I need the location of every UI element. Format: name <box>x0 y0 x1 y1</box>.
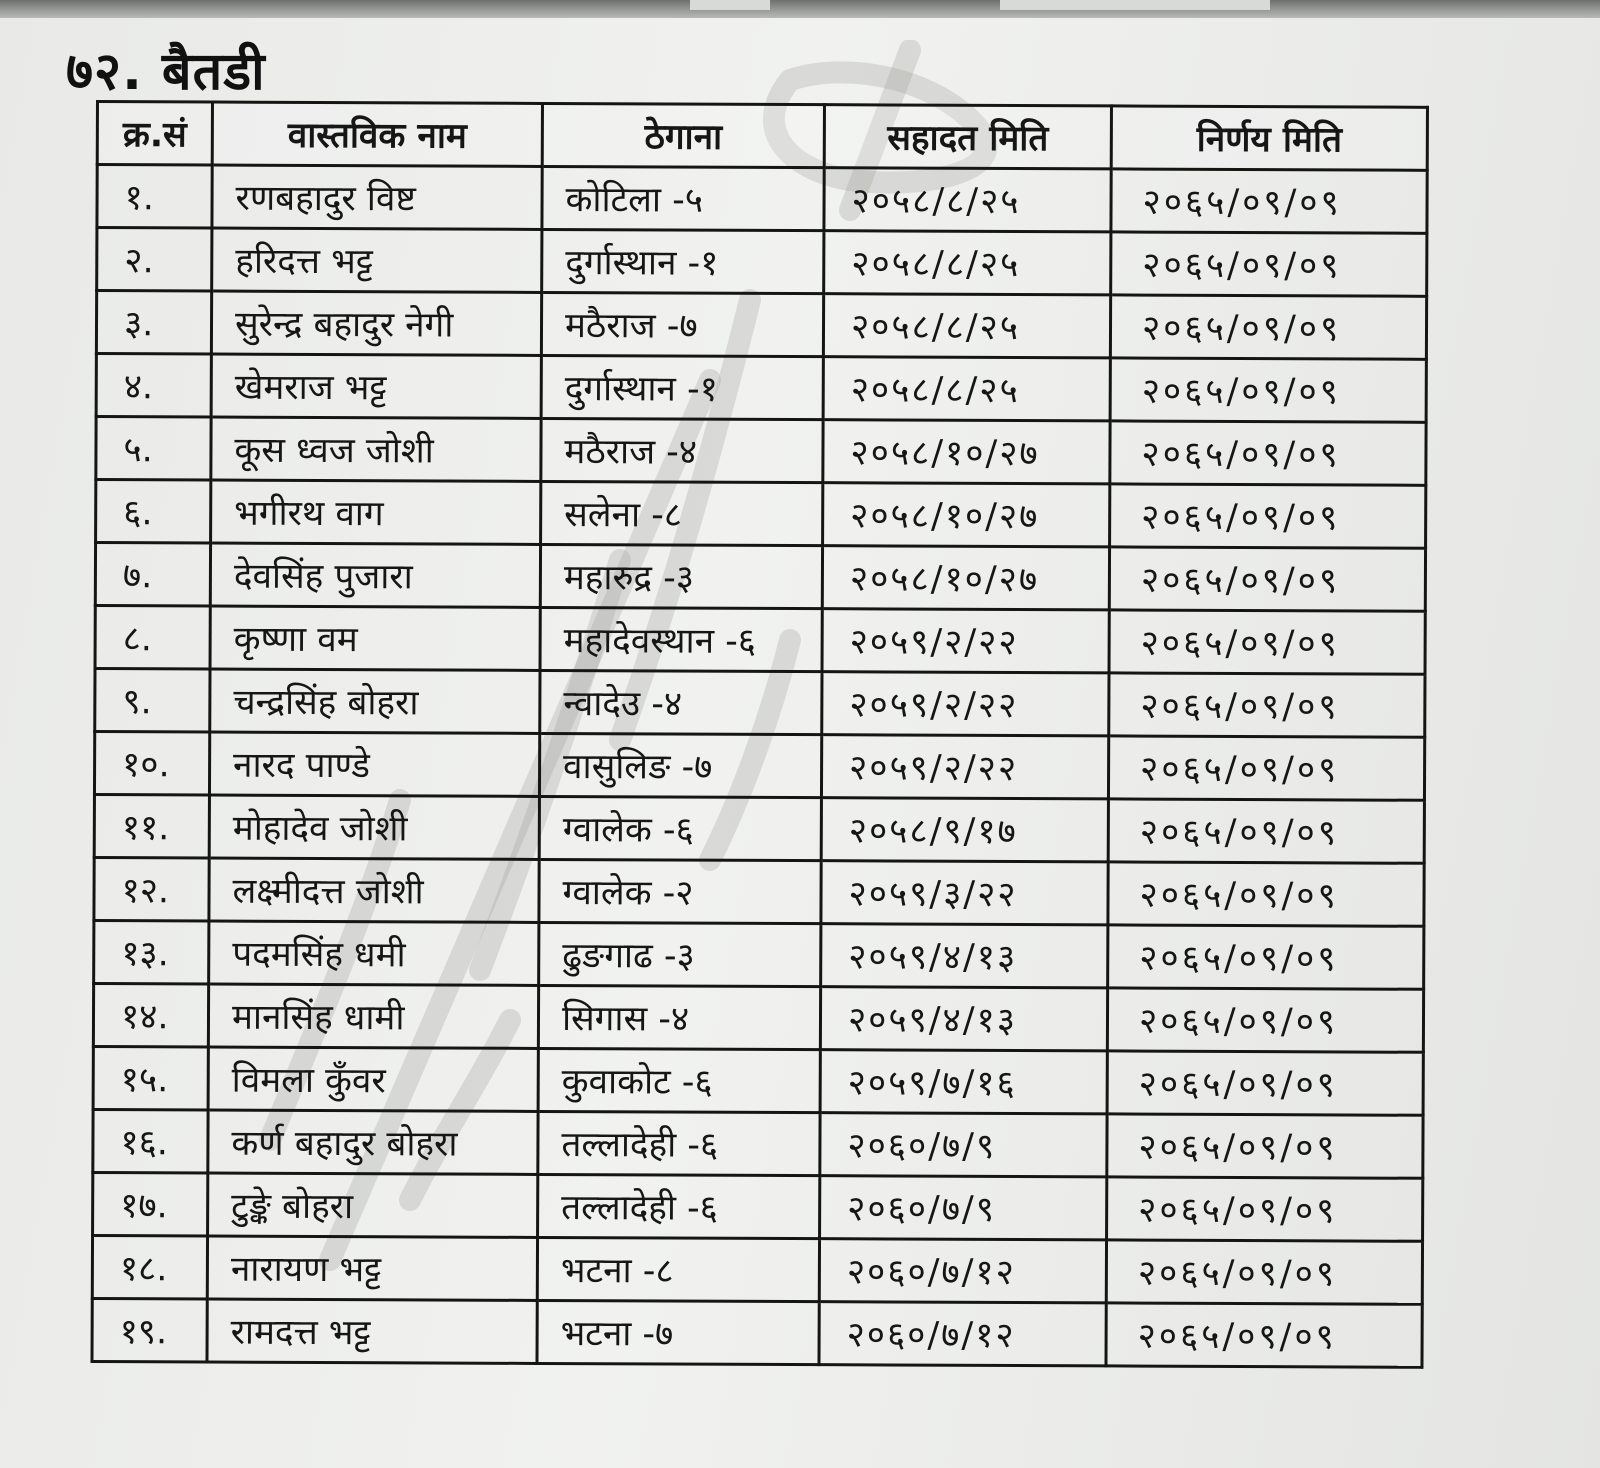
table-row <box>93 1172 1423 1241</box>
name-cell: रणबहादुर विष्ट <box>212 165 542 229</box>
serial-cell: ६. <box>96 480 211 544</box>
address-cell: महारुद्र -३ <box>540 544 822 608</box>
address-cell: ढुङगाढ -३ <box>539 922 821 986</box>
name-cell: टुङ्के बोहरा <box>208 1173 538 1237</box>
decision-date-cell: २०६५/०९/०९ <box>1107 1114 1423 1178</box>
table-row <box>93 1109 1423 1178</box>
table-row <box>93 983 1423 1052</box>
address-cell: दुर्गास्थान -१ <box>542 229 824 293</box>
martyr-date-cell: २०५८/१०/२७ <box>823 420 1110 484</box>
address-cell: भटना -७ <box>537 1300 819 1364</box>
address-cell: ग्वालेक -२ <box>539 859 821 923</box>
decision-date-cell: २०६५/०९/०९ <box>1110 295 1426 359</box>
address-cell: मठैराज -७ <box>541 292 823 356</box>
decision-date-cell: २०६५/०९/०९ <box>1109 610 1425 674</box>
table-row <box>93 1046 1423 1115</box>
name-cell: चन्द्रसिंह बोहरा <box>210 669 540 733</box>
table-row <box>95 606 1425 675</box>
serial-cell: १२. <box>94 857 209 921</box>
serial-cell: १६. <box>93 1109 208 1173</box>
serial-cell: २. <box>97 228 212 292</box>
address-cell: सिगास -४ <box>538 985 820 1049</box>
martyr-date-cell: २०५८/८/२५ <box>824 168 1111 232</box>
serial-cell: १४. <box>93 983 208 1047</box>
table-row <box>97 165 1427 234</box>
table-header-row <box>97 102 1427 171</box>
martyr-date-cell: २०५८/८/२५ <box>823 357 1110 421</box>
table-row <box>96 480 1426 549</box>
martyr-date-cell: २०५८/८/२५ <box>823 294 1110 358</box>
decision-date-cell: २०६५/०९/०९ <box>1109 547 1425 611</box>
martyr-date-cell: २०६०/७/१२ <box>819 1239 1106 1303</box>
serial-cell: ७. <box>95 543 210 607</box>
name-cell: नारद पाण्डे <box>209 732 539 796</box>
name-cell: हरिदत्त भट्ट <box>212 228 542 292</box>
decision-date-cell: २०६५/०९/०९ <box>1107 1051 1423 1115</box>
address-cell: तल्लादेही -६ <box>538 1174 820 1238</box>
decision-date-cell: २०६५/०९/०९ <box>1106 1240 1422 1304</box>
name-cell: पदमसिंह धमी <box>209 921 539 985</box>
decision-date-cell: २०६५/०९/०९ <box>1111 232 1427 296</box>
table-row <box>95 543 1425 612</box>
column-header-name: वास्तविक नाम <box>212 102 542 166</box>
table-row <box>94 794 1424 863</box>
address-cell: भटना -८ <box>537 1237 819 1301</box>
district-heading: ७२. बैतडी <box>66 42 266 102</box>
name-cell: विमला कुँवर <box>208 1047 538 1111</box>
table-row <box>92 1298 1422 1367</box>
table-row <box>94 732 1424 801</box>
address-cell: न्वादेउ -४ <box>540 670 822 734</box>
martyr-date-cell: २०५९/३/२२ <box>821 861 1108 925</box>
martyr-date-cell: २०५९/४/१३ <box>821 924 1108 988</box>
name-cell: देवसिंह पुजारा <box>210 543 540 607</box>
serial-cell: ५. <box>96 417 211 481</box>
martyr-date-cell: २०५९/२/२२ <box>821 735 1108 799</box>
table-row <box>96 291 1426 360</box>
serial-cell: १३. <box>94 920 209 984</box>
table-row <box>92 1235 1422 1304</box>
table-row <box>97 228 1427 297</box>
name-cell: कर्ण बहादुर बोहरा <box>208 1110 538 1174</box>
decision-date-cell: २०६५/०९/०९ <box>1107 1177 1423 1241</box>
martyr-date-cell: २०६०/७/१२ <box>819 1302 1106 1366</box>
martyr-date-cell: २०५९/२/२२ <box>822 672 1109 736</box>
address-cell: कुवाकोट -६ <box>538 1048 820 1112</box>
serial-cell: १५. <box>93 1046 208 1110</box>
name-cell: रामदत्त भट्ट <box>207 1299 537 1363</box>
address-cell: मठैराज -४ <box>541 418 823 482</box>
table-row <box>96 354 1426 423</box>
name-cell: कूस ध्वज जोशी <box>211 417 541 481</box>
decision-date-cell: २०६५/०९/०९ <box>1110 358 1426 422</box>
decision-date-cell: २०६५/०९/०९ <box>1108 862 1424 926</box>
screen-bezel-strip <box>0 0 1600 18</box>
column-header-martyr-date: सहादत मिति <box>824 105 1111 169</box>
decision-date-cell: २०६५/०९/०९ <box>1111 169 1427 233</box>
serial-cell: ९. <box>95 669 210 733</box>
name-cell: मानसिंह धामी <box>208 984 538 1048</box>
martyr-date-cell: २०५८/८/२५ <box>824 231 1111 295</box>
table-row <box>95 669 1425 738</box>
table-row <box>94 857 1424 926</box>
name-cell: लक्ष्मीदत्त जोशी <box>209 858 539 922</box>
address-cell: कोटिला -५ <box>542 166 824 230</box>
column-header-decision-date: निर्णय मिति <box>1111 106 1427 170</box>
decision-date-cell: २०६५/०९/०९ <box>1108 799 1424 863</box>
table-row <box>94 920 1424 989</box>
name-cell: खेमराज भट्ट <box>211 354 541 418</box>
martyr-date-cell: २०५८/१०/२७ <box>822 546 1109 610</box>
serial-cell: ४. <box>96 354 211 418</box>
martyr-date-cell: २०६०/७/९ <box>820 1113 1107 1177</box>
decision-date-cell: २०६५/०९/०९ <box>1110 484 1426 548</box>
serial-cell: ११. <box>94 794 209 858</box>
serial-cell: १९. <box>92 1298 207 1362</box>
serial-cell: १०. <box>94 732 209 796</box>
serial-cell: ३. <box>96 291 211 355</box>
martyr-date-cell: २०५९/२/२२ <box>822 609 1109 673</box>
martyr-date-cell: २०५९/७/१६ <box>820 1050 1107 1114</box>
address-cell: तल्लादेही -६ <box>538 1111 820 1175</box>
martyr-date-cell: २०५९/४/१३ <box>820 987 1107 1051</box>
decision-date-cell: २०६५/०९/०९ <box>1107 988 1423 1052</box>
name-cell: भगीरथ वाग <box>211 480 541 544</box>
address-cell: दुर्गास्थान -१ <box>541 355 823 419</box>
serial-cell: १७. <box>93 1172 208 1236</box>
column-header-address: ठेगाना <box>542 103 824 167</box>
martyr-date-cell: २०५८/१०/२७ <box>823 483 1110 547</box>
name-cell: कृष्णा वम <box>210 606 540 670</box>
decision-date-cell: २०६५/०९/०९ <box>1108 736 1424 800</box>
address-cell: ग्वालेक -६ <box>539 796 821 860</box>
martyr-date-cell: २०६०/७/९ <box>820 1176 1107 1240</box>
decision-date-cell: २०६५/०९/०९ <box>1108 925 1424 989</box>
martyr-date-cell: २०५८/९/१७ <box>821 798 1108 862</box>
name-cell: मोहादेव जोशी <box>209 795 539 859</box>
name-cell: नारायण भट्ट <box>207 1236 537 1300</box>
serial-cell: ८. <box>95 606 210 670</box>
serial-cell: १. <box>97 165 212 229</box>
address-cell: सलेना -८ <box>541 481 823 545</box>
name-cell: सुरेन्द्र बहादुर नेगी <box>211 291 541 355</box>
column-header-serial: क्र.सं <box>97 102 212 166</box>
address-cell: महादेवस्थान -६ <box>540 607 822 671</box>
address-cell: वासुलिङ -७ <box>539 733 821 797</box>
decision-date-cell: २०६५/०९/०९ <box>1110 421 1426 485</box>
table-row <box>96 417 1426 486</box>
decision-date-cell: २०६५/०९/०९ <box>1106 1303 1422 1367</box>
serial-cell: १८. <box>92 1235 207 1299</box>
martyr-list-table <box>90 100 1428 1369</box>
decision-date-cell: २०६५/०९/०९ <box>1109 673 1425 737</box>
